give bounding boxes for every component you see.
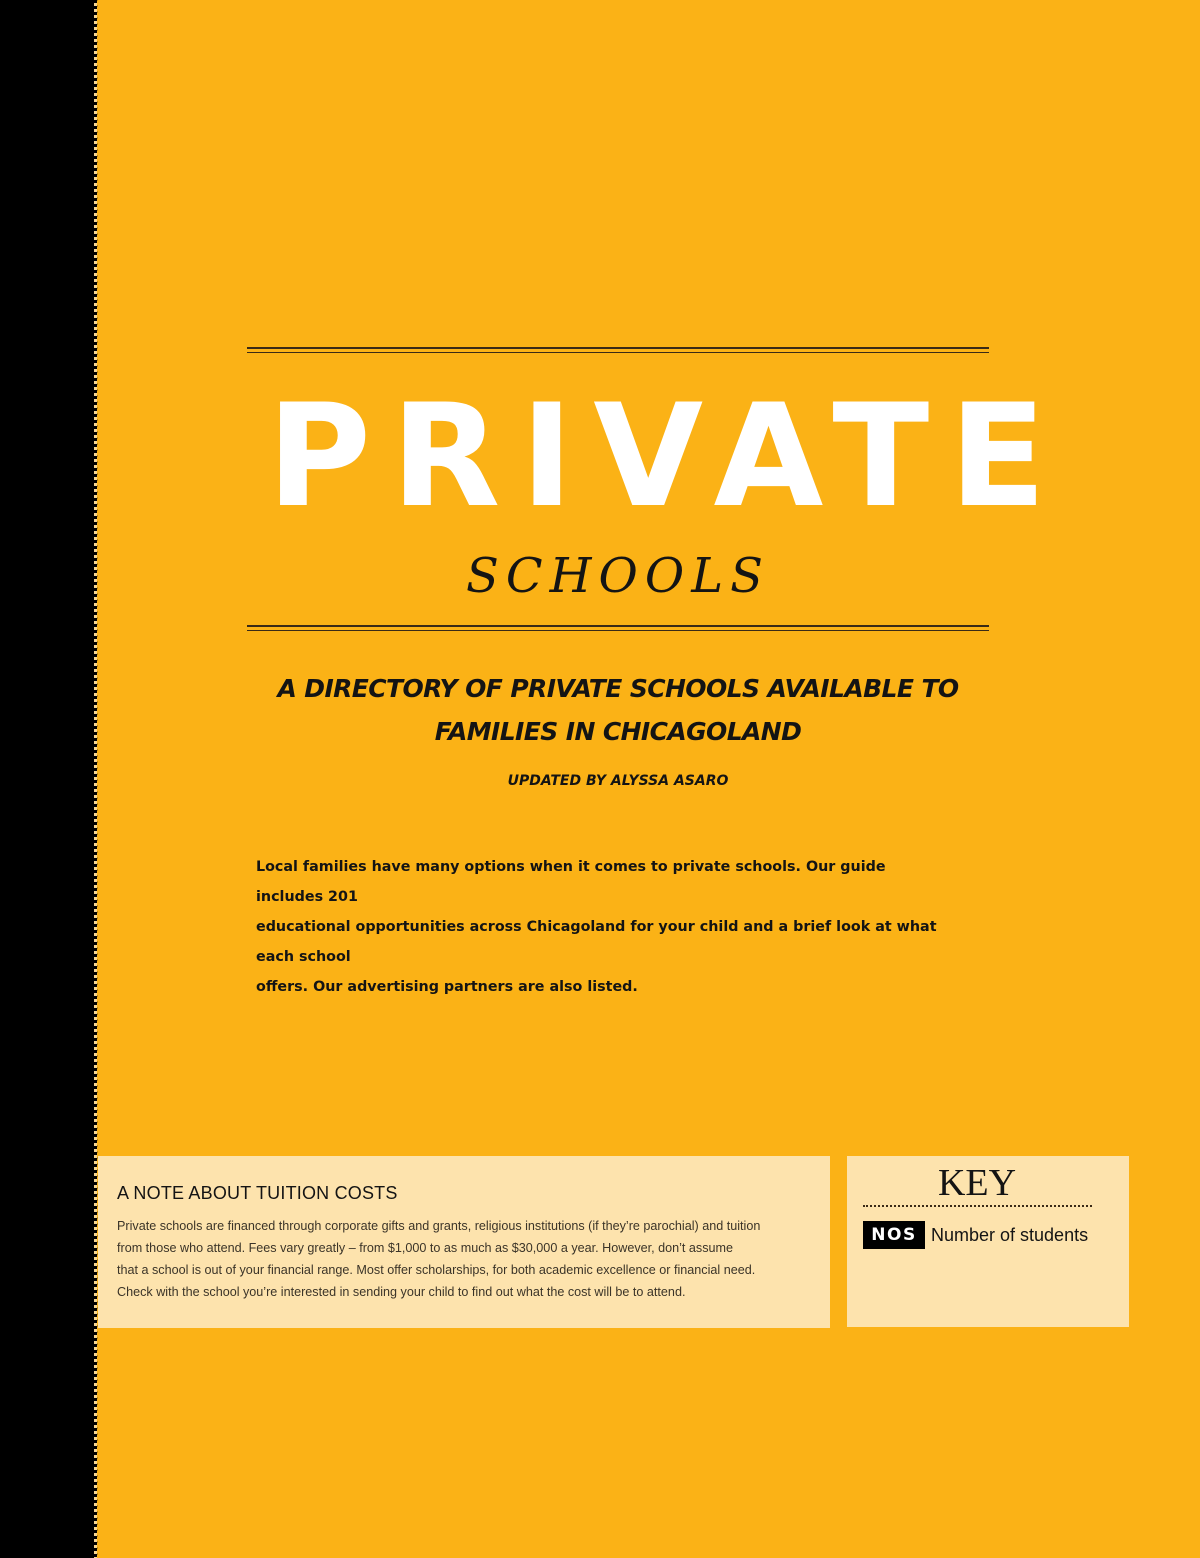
left-spine (0, 0, 94, 1558)
subtitle-line: FAMILIES IN CHICAGOLAND (434, 717, 802, 746)
tuition-note-line: that a school is out of your financial range. Most offer scholarships, for both academic excellence or financial need. (117, 1263, 756, 1277)
top-rule-lower (247, 352, 989, 353)
intro-line: Local families have many options when it comes to private schools. Our guide includes 201 (256, 859, 886, 905)
tuition-note-heading: A NOTE ABOUT TUITION COSTS (117, 1183, 398, 1203)
subtitle-line: A DIRECTORY OF PRIVATE SCHOOLS AVAILABLE TO (277, 674, 959, 703)
tuition-note-line: Private schools are financed through corporate gifts and grants, religious institutions (if they’re parochial) and tuition (117, 1219, 761, 1233)
key-abbr-description: Number of students (931, 1225, 1089, 1245)
tuition-note-box (98, 1156, 830, 1328)
intro-paragraph (256, 852, 956, 1002)
bottom-rule-upper (247, 625, 989, 627)
page-subtitle-word: SCHOOLS (466, 548, 770, 604)
byline: UPDATED BY ALYSSA ASARO (507, 773, 729, 789)
key-box (847, 1156, 1129, 1327)
key-title: KEY (937, 1162, 1017, 1204)
top-rule-upper (247, 347, 989, 349)
page-title: PRIVATE (267, 374, 1067, 539)
tuition-note-body (117, 1215, 807, 1303)
key-abbr-badge: NOS (863, 1221, 925, 1249)
directory-subtitle (247, 667, 989, 753)
bottom-rule-lower (247, 630, 989, 631)
intro-line: offers. Our advertising partners are also listed. (256, 979, 638, 995)
key-dotted-divider (863, 1205, 1092, 1207)
intro-line: educational opportunities across Chicagoland for your child and a brief look at what each school (256, 919, 937, 965)
tuition-note-line: Check with the school you’re interested in sending your child to find out what the cost will be to attend. (117, 1285, 686, 1299)
tuition-note-line: from those who attend. Fees vary greatly – from $1,000 to as much as $30,000 a year. However, don’t assume (117, 1241, 734, 1255)
